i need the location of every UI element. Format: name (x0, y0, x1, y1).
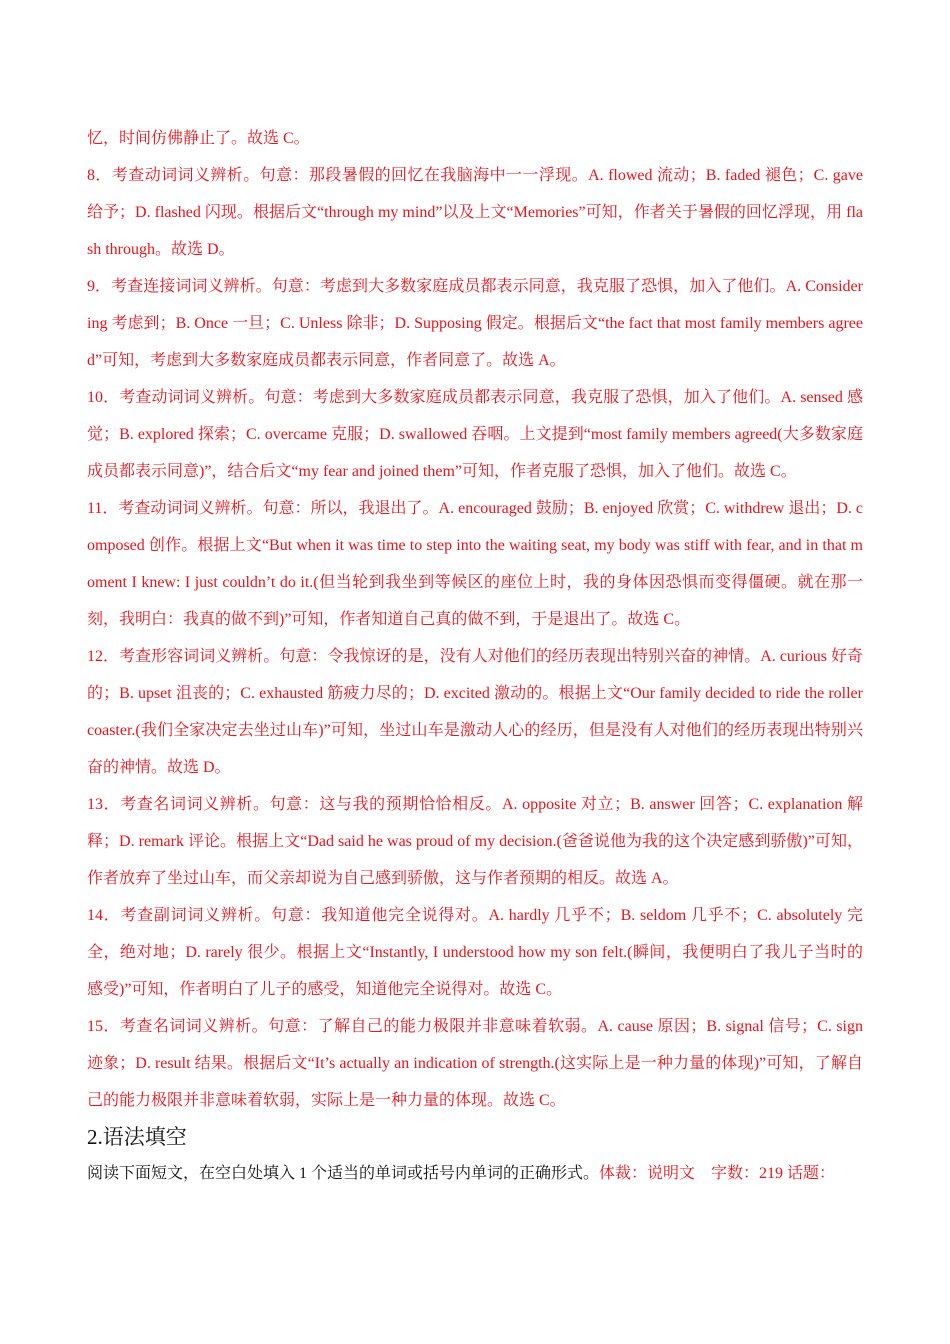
section-heading: 2.语法填空 (87, 1125, 187, 1149)
answer-paragraph-10: 10．考查动词词义辨析。句意：考虑到大多数家庭成员都表示同意，我克服了恐惧，加入了他们。A. sensed 感觉；B. explored 探索；C. overcame 克服；D. swallowed 吞咽。上文提到“most family members agreed(大多数家庭成员都表示同意)”，结合后文“my fear and joined them”可知，作者克服了恐惧，加入了他们。故选 C。 (87, 389, 863, 480)
instruction-text: 阅读下面短文，在空白处填入 1 个适当的单词或括号内单词的正确形式。 (87, 1165, 600, 1182)
answer-paragraph-12: 12．考查形容词词义辨析。句意：令我惊讶的是，没有人对他们的经历表现出特别兴奋的神情。A. curious 好奇的；B. upset 沮丧的；C. exhausted 筋疲力尽的；D. excited 激动的。根据上文“Our family decided to ride the roller coaster.(我们全家决定去坐过山车)”可知，坐过山车是激动人心的经历，但是没有人对他们的经历表现出特别兴奋的神情。故选 D。 (87, 648, 863, 776)
answer-paragraph-11: 11．考查动词词义辨析。句意：所以，我退出了。A. encouraged 鼓励；B. enjoyed 欣赏；C. withdrew 退出；D. composed 创作。根据上文“But when it was time to step into the waiting seat, my body was stiff with fear, and in that moment I knew: I just couldn’t do it.(但当轮到我坐到等候区的座位上时，我的身体因恐惧而变得僵硬。就在那一刻，我明白：我真的做不到)”可知，作者知道自己真的做不到，于是退出了。故选 C。 (87, 500, 863, 628)
instruction-meta: 体裁：说明文 字数：219 话题： (599, 1165, 836, 1182)
answer-paragraph-14: 14．考查副词词义辨析。句意：我知道他完全说得对。A. hardly 几乎不；B. seldom 几乎不；C. absolutely 完全，绝对地；D. rarely 很少。根据上文“Instantly, I understood how my son felt.(瞬间，我便明白了我儿子当时的感受)”可知，作者明白了儿子的感受，知道他完全说得对。故选 C。 (87, 907, 863, 998)
section-instruction (87, 1155, 863, 1192)
page-content (87, 120, 863, 1192)
answer-paragraph-13: 13．考查名词词义辨析。句意：这与我的预期恰恰相反。A. opposite 对立；B. answer 回答；C. explanation 解释；D. remark 评论。根据上文“Dad said he was proud of my decision.(爸爸说他为我的这个决定感到骄傲)”可知，作者放弃了坐过山车，而父亲却说为自己感到骄傲，这与作者预期的相反。故选 A。 (87, 796, 863, 887)
answer-paragraph-continuation: 忆，时间仿佛静止了。故选 C。 (87, 130, 310, 147)
answer-paragraph-15: 15．考查名词词义辨析。句意：了解自己的能力极限并非意味着软弱。A. cause 原因；B. signal 信号；C. sign 迹象；D. result 结果。根据后文“It’s actually an indication of strength.(这实际上是一种力量的体现)”可知，了解自己的能力极限并非意味着软弱，实际上是一种力量的体现。故选 C。 (87, 1018, 863, 1109)
answer-paragraph-8: 8．考查动词词义辨析。句意：那段暑假的回忆在我脑海中一一浮现。A. flowed 流动；B. faded 褪色；C. gave 给予；D. flashed 闪现。根据后文“through my mind”以及上文“Memories”可知，作者关于暑假的回忆浮现，用 flash through。故选 D。 (87, 167, 863, 258)
answer-paragraph-9: 9．考查连接词词义辨析。句意：考虑到大多数家庭成员都表示同意，我克服了恐惧，加入了他们。A. Considering 考虑到；B. Once 一旦；C. Unless 除非；D. Supposing 假定。根据后文“the fact that most family members agreed”可知，考虑到大多数家庭成员都表示同意，作者同意了。故选 A。 (87, 278, 863, 369)
